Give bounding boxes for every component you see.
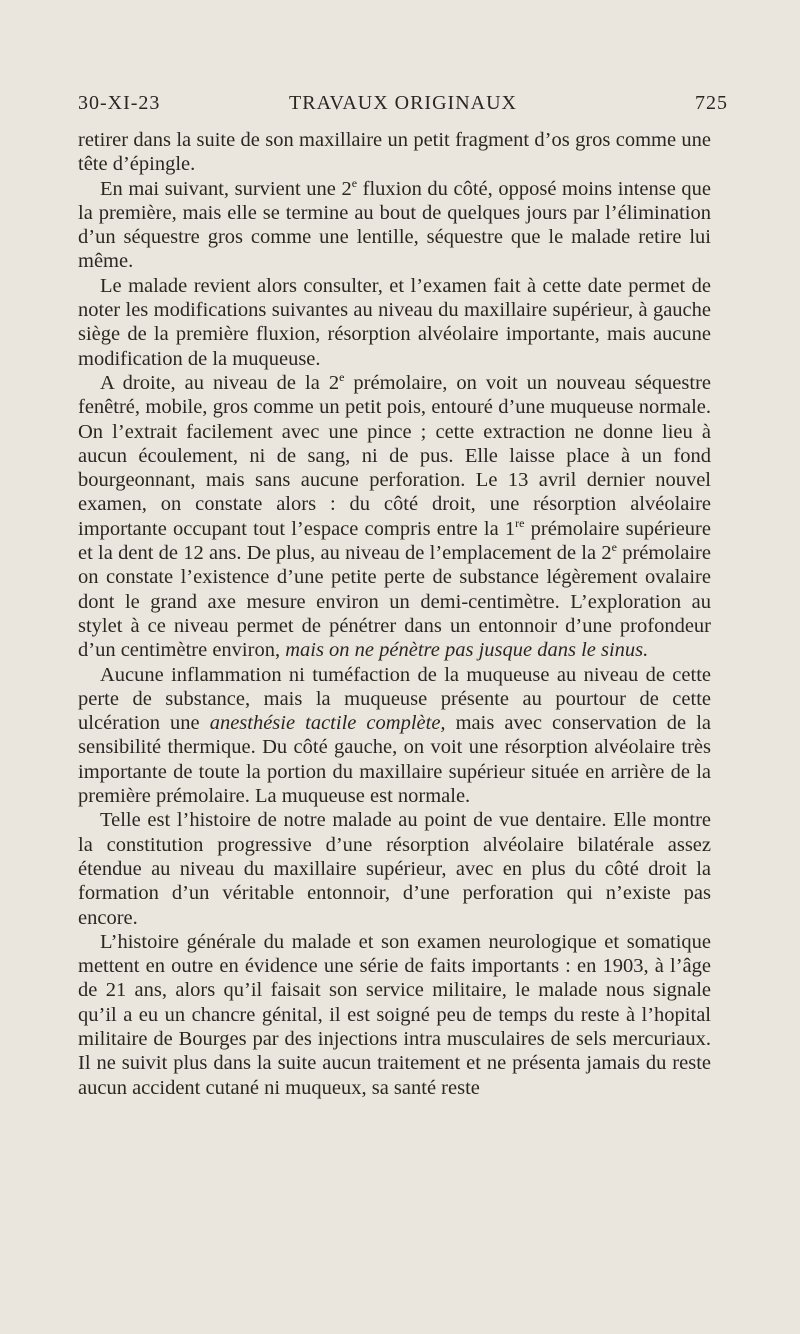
header-section-title: TRAVAUX ORIGINAUX <box>289 92 517 114</box>
paragraph-1: retirer dans la suite de son maxillaire un petit fragment d’os gros comme une tête d’épingle. <box>78 129 711 176</box>
paragraph-7: L’histoire générale du malade et son examen neurologique et somatique mettent en outre en évidence une série de faits importants : en 1903, à l’âge de 21 ans, alors qu’il faisait son service militaire, le malade nous signale qu’il a eu un chancre génital, il est soigné peu de temps du reste à l’hopital militaire de Bourges par des injections intra musculaires de sels mercuriaux. Il ne suivit plus dans la suite aucun traitement et ne présenta jamais du reste aucun accident cutané ni muqueux, sa santé reste <box>78 930 711 1099</box>
paragraph-2: En mai suivant, survient une 2e fluxion du côté, opposé moins intense que la première, mais elle se termine au bout de quelques jours par l’élimination d’un séquestre gros comme une lentille, séquestre que le malade retire lui même. <box>78 175 711 273</box>
italic-emphasis: anesthésie tactile complète, <box>209 712 446 735</box>
header-date: 30-XI-23 <box>78 92 161 114</box>
paragraph-4: A droite, au niveau de la 2e prémolaire, on voit un nouveau séquestre fenêtré, mobile, gros comme un petit pois, entouré d’une muqueuse normale. On l’extrait facilement avec une pince ; cette extraction ne donne lieu à aucun écoulement, ni de sang, ni de pus. Elle laisse place à un fond bourgeonnant, mais sans aucune perforation. Le 13 avril dernier nouvel examen, on constate alors : du côté droit, une résorption alvéolaire importante occupant tout l’espace compris entre la 1re prémolaire supérieure et la dent de 12 ans. De plus, au niveau de l’emplacement de la 2e prémolaire on constate l’existence d’une petite perte de substance légèrement ovalaire dont le grand axe mesure environ un demi-centimètre. L’exploration au stylet à ce niveau permet de pénétrer dans un entonnoir d’une profondeur d’un centimètre environ, mais on ne pénètre pas jusque dans le sinus. <box>78 370 711 662</box>
paragraph-6: Telle est l’histoire de notre malade au point de vue dentaire. Elle montre la constitution progressive d’une résorption alvéolaire bilatérale assez étendue au niveau du maxillaire supérieur, avec en plus du côté droit la formation d’un véritable entonnoir, d’une perforation qui n’existe pas encore. <box>78 809 711 929</box>
body-text <box>78 128 711 1100</box>
italic-emphasis: mais on ne pénètre pas jusque dans le sinus. <box>285 639 649 662</box>
paragraph-5: Aucune inflammation ni tuméfaction de la muqueuse au niveau de cette perte de substance, mais la muqueuse présente au pourtour de cette ulcération une anesthésie tactile complète, mais avec conservation de la sensibilité thermique. Du côté gauche, on voit une résorption alvéolaire très importante de toute la portion du maxillaire supérieur située en arrière de la première prémolaire. La muqueuse est normale. <box>78 663 711 808</box>
paragraph-3: Le malade revient alors consulter, et l’examen fait à cette date permet de noter les modifications suivantes au niveau du maxillaire supérieur, à gauche siège de la première fluxion, résorption alvéolaire importante, mais aucune modification de la muqueuse. <box>78 274 711 370</box>
running-header <box>78 92 728 122</box>
header-page-number: 725 <box>695 92 728 114</box>
